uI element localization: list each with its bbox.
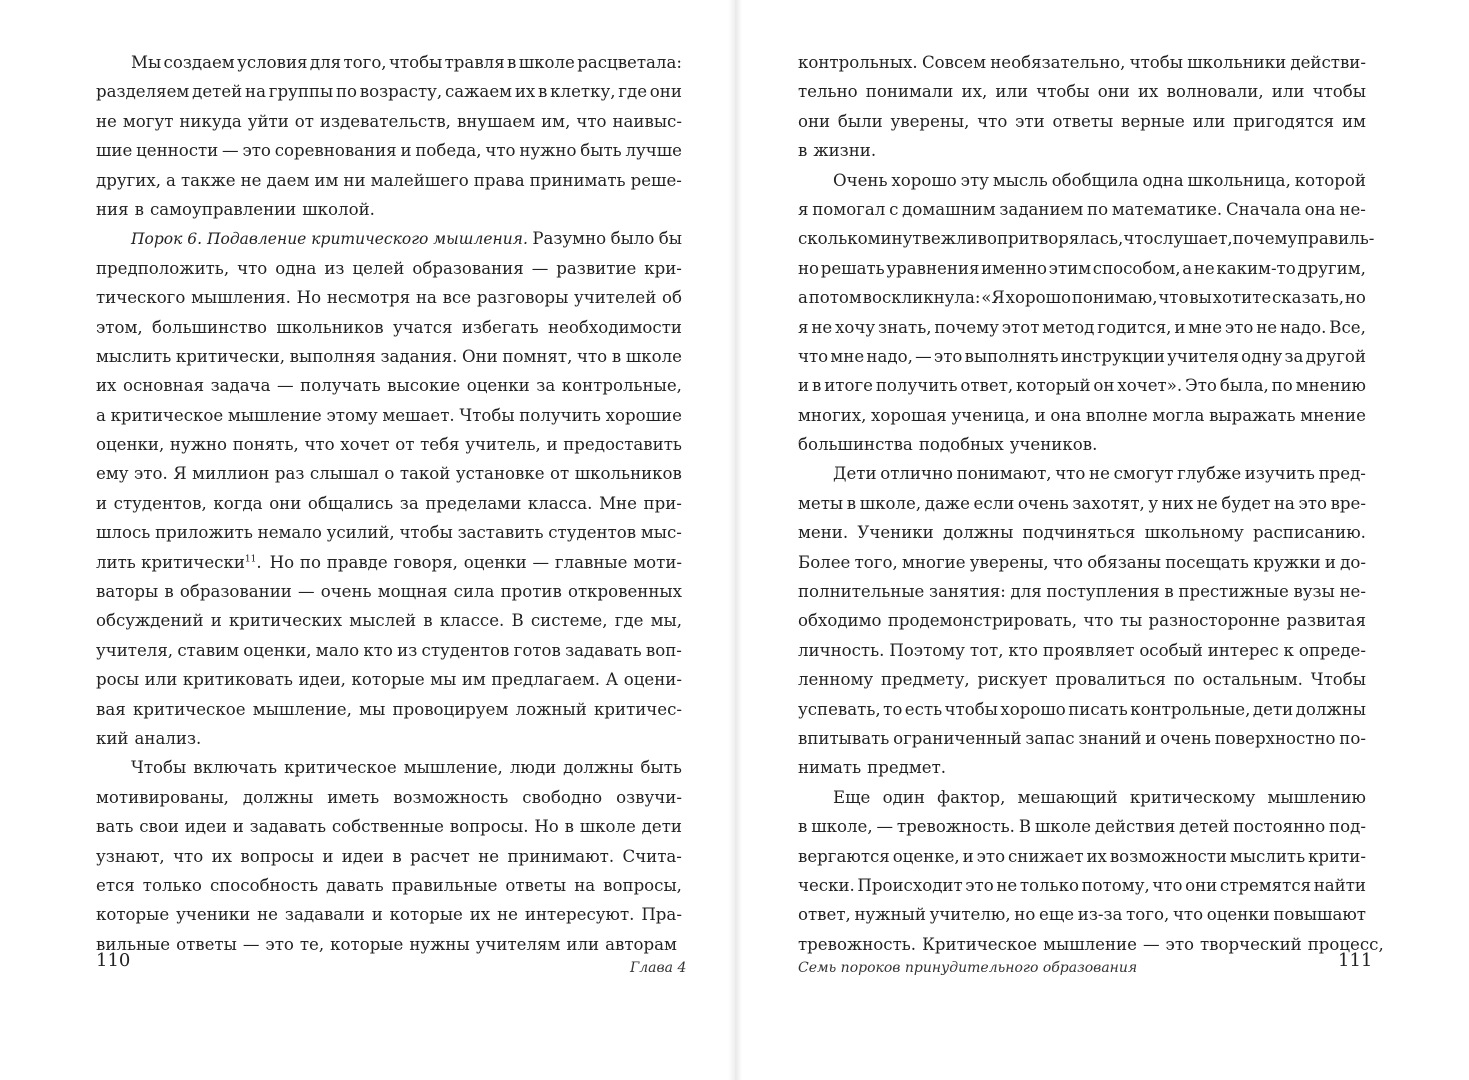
paragraph	[96, 48, 682, 224]
text-line: обходимо продемонстрировать, что ты разносторонне развитая	[798, 611, 1366, 631]
running-head-chapter: Глава 4	[630, 960, 687, 976]
text-line: и в итоге получить ответ, который он хочет». Это была, по мнению	[798, 376, 1366, 396]
text-line: их основная задача — получать высокие оценки за контрольные,	[96, 376, 682, 396]
text-line: вать свои идеи и задавать собственные вопросы. Но в школе дети	[96, 817, 682, 837]
page-number-left: 110	[96, 950, 131, 971]
text-line: Еще один фактор, мешающий критическому мышлению	[833, 787, 1366, 807]
text-line: я помогал с домашним заданием по математике. Сначала она не-	[798, 199, 1366, 219]
text-line: ваторы в образовании — очень мощная сила против откровенных	[96, 582, 682, 602]
text-line: но решать уравнения именно этим способом, а не каким-то другим,	[798, 258, 1366, 278]
text-line: кий анализ.	[96, 728, 202, 748]
text-line: успевать, то есть чтобы хорошо писать контрольные, дети должны	[798, 699, 1366, 719]
paragraph	[96, 753, 682, 959]
footnote-marker: 11	[244, 554, 257, 565]
text-line: Очень хорошо эту мысль обобщила одна школьница, которой	[833, 170, 1366, 190]
text-line: полнительные занятия: для поступления в престижные вузы не-	[798, 582, 1366, 602]
text-line: вильные ответы — это те, которые нужны учителям или авторам	[96, 934, 677, 954]
text-line: что мне надо, — это выполнять инструкции учителя одну за другой	[798, 346, 1366, 366]
text-line: а критическое мышление этому мешает. Чтобы получить хорошие	[96, 405, 682, 425]
text-line: многих, хорошая ученица, и она вполне могла выражать мнение	[798, 405, 1366, 425]
text-line: лить критически$^{11}$. Но по правде говоря, оценки — главные моти-	[96, 552, 682, 572]
text-line: разделяем детей на группы по возрасту, сажаем их в клетку, где они	[96, 82, 682, 102]
text-line: ется только способность давать правильные ответы на вопросы,	[96, 875, 682, 895]
text-line: Порок 6. Подавление критического мышления. Разумно было бы	[96, 224, 682, 253]
text-line: оценки, нужно понять, что хочет от тебя учитель, и предоставить	[96, 435, 682, 455]
paragraph	[798, 48, 1366, 166]
book-gutter	[728, 0, 742, 1080]
text-line: вергаются оценке, и это снижает их возможности мыслить крити-	[798, 846, 1366, 866]
text-line: не могут никуда уйти от издевательств, внушаем им, что наивыс-	[96, 111, 682, 131]
text-line: ленному предмету, рискует провалиться по остальным. Чтобы	[798, 670, 1366, 690]
text-line: контрольных. Совсем необязательно, чтобы школьники действи-	[798, 53, 1366, 72]
text-line: в школе, — тревожность. В школе действия детей постоянно под-	[798, 817, 1366, 837]
right-page	[798, 48, 1384, 959]
text-line: предположить, что одна из целей образования — развитие кри-	[96, 258, 682, 278]
left-page	[96, 48, 682, 959]
text-line: меты в школе, даже если очень захотят, у них не будет на это вре-	[798, 493, 1366, 513]
text-line: и студентов, когда они общались за пределами класса. Мне при-	[96, 493, 682, 513]
text-line: большинства подобных учеников.	[798, 435, 1098, 455]
text-line: этом, большинство школьников учатся избегать необходимости	[96, 317, 682, 337]
text-line: сколько минут вежливо притворялась, что слушает, почему правиль-	[798, 229, 1375, 249]
paragraph	[798, 459, 1366, 782]
text-line: мыслить критически, выполняя задания. Они помнят, что в школе	[96, 346, 682, 366]
text-line: ему это. Я миллион раз слышал о такой установке от школьников	[96, 464, 682, 484]
text-line: шлось приложить немало усилий, чтобы заставить студентов мыс-	[96, 523, 682, 543]
text-line: которые ученики не задавали и которые их не интересуют. Пра-	[96, 905, 682, 925]
vice-heading: Порок 6. Подавление критического мышления.	[131, 230, 528, 249]
text-line: впитывать ограниченный запас знаний и очень поверхностно по-	[798, 728, 1366, 748]
paragraph	[798, 166, 1375, 460]
text-line: учителя, ставим оценки, мало кто из студентов готов задавать воп-	[96, 640, 682, 660]
text-line: нимать предмет.	[798, 758, 947, 778]
text-line: личность. Поэтому тот, кто проявляет особый интерес к опреде-	[798, 640, 1366, 660]
text-line: шие ценности — это соревнования и победа, что нужно быть лучше	[96, 141, 682, 161]
text-line: тического мышления. Но несмотря на все разговоры учителей об	[96, 288, 682, 308]
text-line: мени. Ученики должны подчиняться школьному расписанию.	[798, 523, 1366, 543]
text-line: ния в самоуправлении школой.	[96, 199, 375, 219]
paragraph	[798, 783, 1384, 959]
text-line: в жизни.	[798, 141, 877, 161]
text-line: вая критическое мышление, мы провоцируем ложный критичес-	[96, 699, 682, 719]
text-line: я не хочу знать, почему этот метод годится, и мне это не надо. Все,	[798, 317, 1366, 337]
text-line: Более того, многие уверены, что обязаны посещать кружки и до-	[798, 552, 1366, 572]
text-line: Чтобы включать критическое мышление, люди должны быть	[131, 758, 682, 778]
text-line: ответ, нужный учителю, но еще из-за того, что оценки повышают	[798, 905, 1366, 925]
text-line: других, а также не даем им ни малейшего права принимать реше-	[96, 170, 682, 190]
text-line: тельно понимали их, или чтобы они их волновали, или чтобы	[798, 82, 1366, 102]
text-line: они были уверены, что эти ответы верные или пригодятся им	[798, 111, 1366, 131]
page-number-right: 111	[1338, 950, 1373, 971]
running-head-book-title: Семь пороков принудительного образования	[798, 960, 1138, 976]
text-line: тревожность. Критическое мышление — это творческий процесс,	[798, 934, 1384, 954]
paragraph	[96, 224, 682, 753]
text-line: Мы создаем условия для того, чтобы травля в школе расцветала:	[131, 53, 682, 72]
text-line: чески. Происходит это не только потому, что они стремятся найти	[798, 875, 1366, 895]
text-line: узнают, что их вопросы и идеи в расчет не принимают. Счита-	[96, 846, 682, 866]
text-line: Дети отлично понимают, что не смогут глубже изучить пред-	[833, 464, 1366, 484]
text-line: а потом воскликнула: «Я хорошо понимаю, что вы хотите сказать, но	[798, 288, 1366, 308]
text-line: обсуждений и критических мыслей в классе. В системе, где мы,	[96, 611, 682, 631]
text-line: мотивированы, должны иметь возможность свободно озвучи-	[96, 787, 682, 807]
text-line: росы или критиковать идеи, которые мы им предлагаем. А оцени-	[96, 670, 682, 690]
